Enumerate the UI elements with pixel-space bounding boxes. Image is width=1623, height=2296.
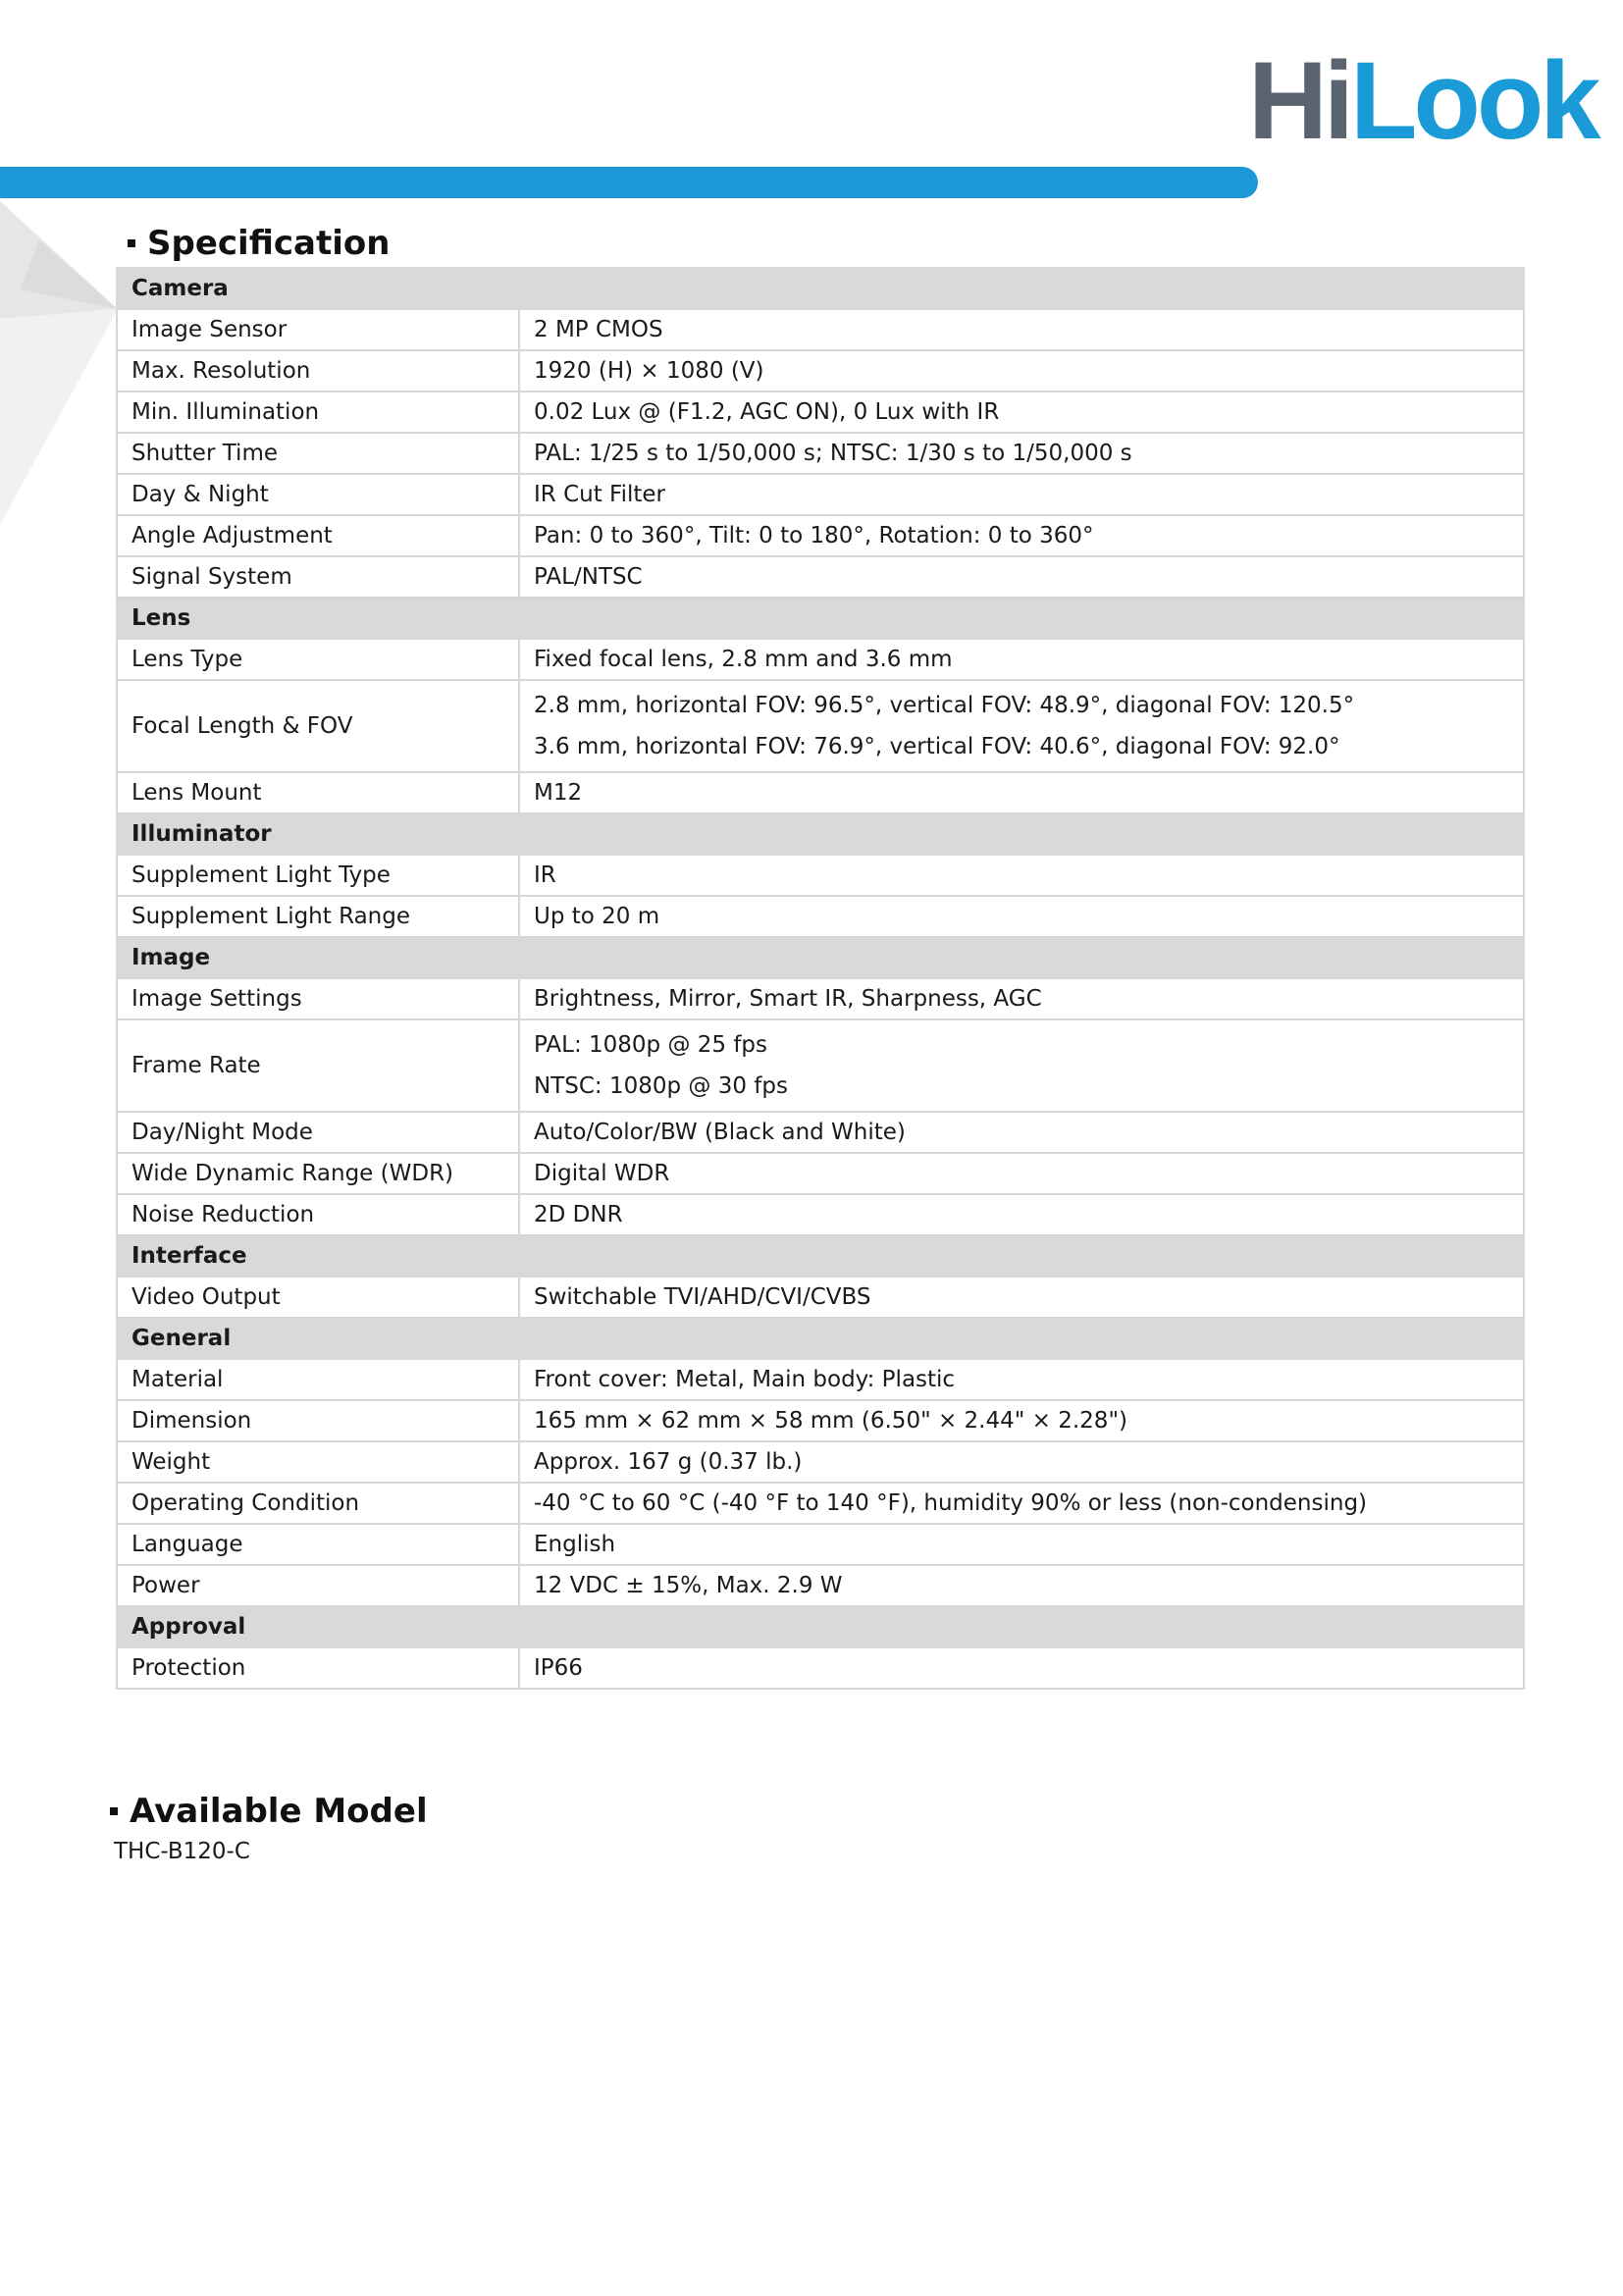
table-row bbox=[117, 391, 1524, 433]
spec-label: Image Sensor bbox=[117, 309, 519, 350]
spec-value: -40 °C to 60 °C (-40 °F to 140 °F), humidity 90% or less (non-condensing) bbox=[519, 1483, 1524, 1524]
logo-text-look: Look bbox=[1350, 39, 1597, 162]
table-row bbox=[117, 680, 1524, 772]
table-row bbox=[117, 1359, 1524, 1400]
spec-label: Min. Illumination bbox=[117, 391, 519, 433]
spec-value-line: 2.8 mm, horizontal FOV: 96.5°, vertical FOV: 48.9°, diagonal FOV: 120.5° bbox=[534, 693, 1355, 718]
table-row bbox=[117, 1019, 1524, 1112]
table-row bbox=[117, 978, 1524, 1019]
spec-value: 2D DNR bbox=[519, 1194, 1524, 1235]
spec-value: Auto/Color/BW (Black and White) bbox=[519, 1112, 1524, 1153]
table-group-row bbox=[117, 937, 1524, 978]
table-row bbox=[117, 639, 1524, 680]
table-row bbox=[117, 556, 1524, 598]
spec-value: Pan: 0 to 360°, Tilt: 0 to 180°, Rotation: 0 to 360° bbox=[519, 515, 1524, 556]
spec-label: Protection bbox=[117, 1647, 519, 1689]
group-heading: Interface bbox=[117, 1235, 1524, 1277]
spec-value bbox=[519, 1019, 1524, 1112]
spec-value: Digital WDR bbox=[519, 1153, 1524, 1194]
spec-label: Supplement Light Range bbox=[117, 896, 519, 937]
group-heading: Camera bbox=[117, 268, 1524, 309]
table-row bbox=[117, 350, 1524, 391]
spec-label: Day & Night bbox=[117, 474, 519, 515]
available-model-title: Available Model bbox=[130, 1792, 428, 1831]
table-group-row bbox=[117, 1606, 1524, 1647]
table-row bbox=[117, 772, 1524, 813]
spec-label: Image Settings bbox=[117, 978, 519, 1019]
spec-value: Fixed focal lens, 2.8 mm and 3.6 mm bbox=[519, 639, 1524, 680]
table-row bbox=[117, 1483, 1524, 1524]
table-row bbox=[117, 1400, 1524, 1441]
header-accent-bar bbox=[0, 167, 1258, 198]
spec-value: 12 VDC ± 15%, Max. 2.9 W bbox=[519, 1565, 1524, 1606]
table-row bbox=[117, 1565, 1524, 1606]
table-row bbox=[117, 1277, 1524, 1318]
spec-value: IR Cut Filter bbox=[519, 474, 1524, 515]
spec-label: Power bbox=[117, 1565, 519, 1606]
spec-value: Brightness, Mirror, Smart IR, Sharpness, AGC bbox=[519, 978, 1524, 1019]
table-group-row bbox=[117, 1318, 1524, 1359]
spec-value: IR bbox=[519, 855, 1524, 896]
spec-label: Language bbox=[117, 1524, 519, 1565]
spec-value: PAL: 1/25 s to 1/50,000 s; NTSC: 1/30 s to 1/50,000 s bbox=[519, 433, 1524, 474]
spec-label: Weight bbox=[117, 1441, 519, 1483]
specification-heading bbox=[128, 224, 390, 263]
hilook-logo bbox=[1248, 39, 1597, 162]
spec-label: Supplement Light Type bbox=[117, 855, 519, 896]
bullet-icon bbox=[110, 1807, 118, 1815]
spec-label: Operating Condition bbox=[117, 1483, 519, 1524]
available-model-heading bbox=[110, 1792, 428, 1831]
model-number: THC-B120-C bbox=[114, 1839, 250, 1864]
decorative-triangles-graphic bbox=[0, 201, 128, 525]
spec-value: PAL/NTSC bbox=[519, 556, 1524, 598]
spec-label: Material bbox=[117, 1359, 519, 1400]
group-heading: Illuminator bbox=[117, 813, 1524, 855]
table-group-row bbox=[117, 598, 1524, 639]
spec-value-line: 3.6 mm, horizontal FOV: 76.9°, vertical FOV: 40.6°, diagonal FOV: 92.0° bbox=[534, 734, 1340, 759]
spec-label: Dimension bbox=[117, 1400, 519, 1441]
table-row bbox=[117, 1112, 1524, 1153]
spec-value: English bbox=[519, 1524, 1524, 1565]
spec-label: Lens Mount bbox=[117, 772, 519, 813]
specification-title: Specification bbox=[147, 224, 391, 263]
spec-value-line: PAL: 1080p @ 25 fps bbox=[534, 1032, 768, 1058]
table-group-row bbox=[117, 1235, 1524, 1277]
table-group-row bbox=[117, 813, 1524, 855]
table-row bbox=[117, 515, 1524, 556]
spec-value: 2 MP CMOS bbox=[519, 309, 1524, 350]
group-heading: Approval bbox=[117, 1606, 1524, 1647]
specification-table bbox=[116, 267, 1525, 1690]
bullet-icon bbox=[128, 239, 135, 247]
spec-value: Approx. 167 g (0.37 lb.) bbox=[519, 1441, 1524, 1483]
spec-label: Focal Length & FOV bbox=[117, 680, 519, 772]
spec-value: IP66 bbox=[519, 1647, 1524, 1689]
table-row bbox=[117, 1524, 1524, 1565]
table-row bbox=[117, 309, 1524, 350]
table-group-row bbox=[117, 268, 1524, 309]
table-row bbox=[117, 855, 1524, 896]
group-heading: General bbox=[117, 1318, 1524, 1359]
spec-label: Frame Rate bbox=[117, 1019, 519, 1112]
spec-label: Max. Resolution bbox=[117, 350, 519, 391]
spec-value: 0.02 Lux @ (F1.2, AGC ON), 0 Lux with IR bbox=[519, 391, 1524, 433]
spec-value: Front cover: Metal, Main body: Plastic bbox=[519, 1359, 1524, 1400]
table-row bbox=[117, 1194, 1524, 1235]
spec-label: Shutter Time bbox=[117, 433, 519, 474]
logo-text-hi: Hi bbox=[1248, 39, 1350, 162]
spec-label: Wide Dynamic Range (WDR) bbox=[117, 1153, 519, 1194]
spec-label: Noise Reduction bbox=[117, 1194, 519, 1235]
spec-value: M12 bbox=[519, 772, 1524, 813]
spec-label: Video Output bbox=[117, 1277, 519, 1318]
table-row bbox=[117, 1153, 1524, 1194]
table-row bbox=[117, 433, 1524, 474]
spec-label: Day/Night Mode bbox=[117, 1112, 519, 1153]
spec-value: Switchable TVI/AHD/CVI/CVBS bbox=[519, 1277, 1524, 1318]
table-row bbox=[117, 1647, 1524, 1689]
spec-value: 1920 (H) × 1080 (V) bbox=[519, 350, 1524, 391]
table-row bbox=[117, 1441, 1524, 1483]
specification-table-body bbox=[117, 268, 1524, 1689]
spec-label: Signal System bbox=[117, 556, 519, 598]
spec-value: Up to 20 m bbox=[519, 896, 1524, 937]
spec-label: Lens Type bbox=[117, 639, 519, 680]
spec-value bbox=[519, 680, 1524, 772]
spec-label: Angle Adjustment bbox=[117, 515, 519, 556]
group-heading: Lens bbox=[117, 598, 1524, 639]
group-heading: Image bbox=[117, 937, 1524, 978]
table-row bbox=[117, 896, 1524, 937]
spec-value: 165 mm × 62 mm × 58 mm (6.50" × 2.44" × 2.28") bbox=[519, 1400, 1524, 1441]
spec-value-line: NTSC: 1080p @ 30 fps bbox=[534, 1073, 788, 1099]
table-row bbox=[117, 474, 1524, 515]
